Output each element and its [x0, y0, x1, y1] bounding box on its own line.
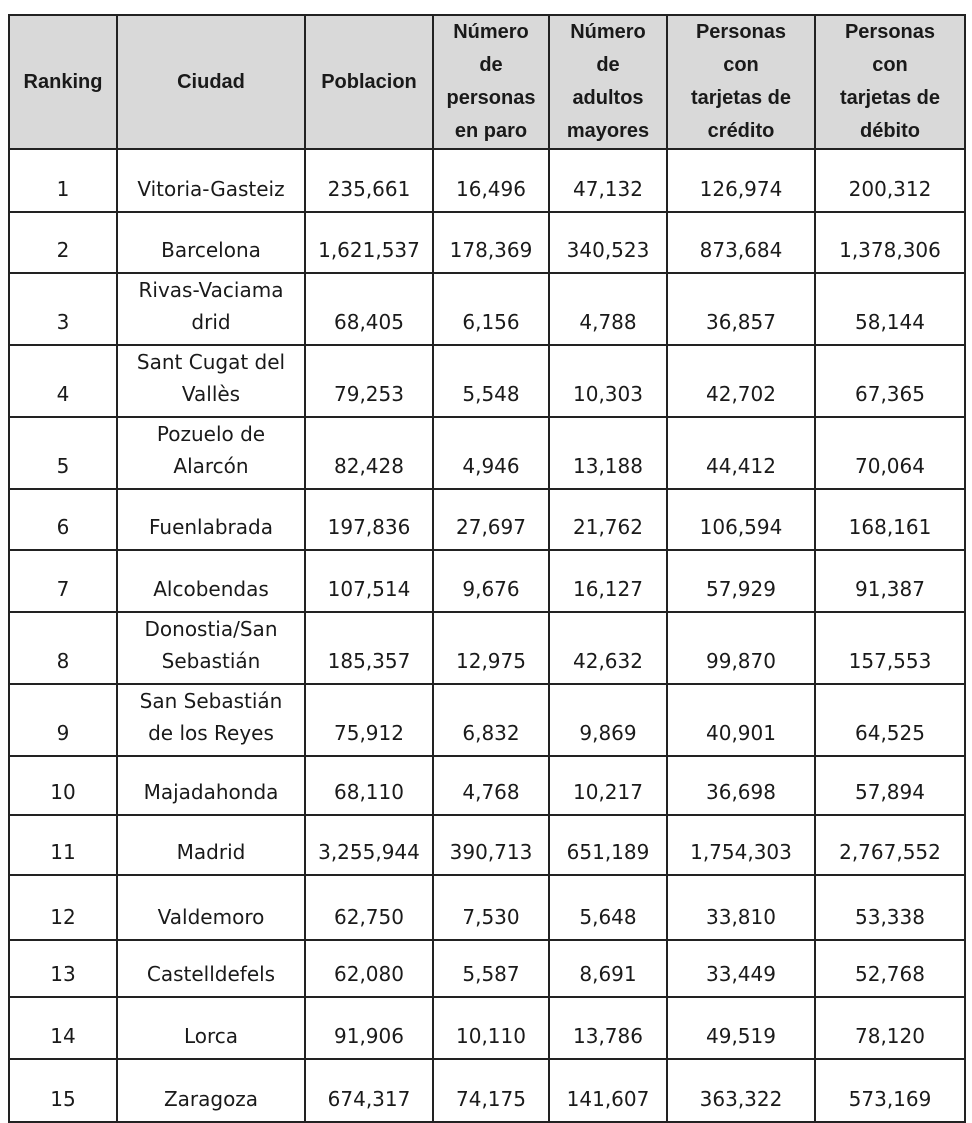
cell-adultos-mayores: 10,217 [549, 756, 667, 815]
cell-ranking: 2 [9, 212, 117, 273]
table-row [9, 997, 965, 1059]
table-row [9, 815, 965, 875]
table-row [9, 550, 965, 612]
city-name-line: Fuenlabrada [148, 515, 273, 539]
cell-ciudad [117, 212, 305, 273]
cell-poblacion: 107,514 [305, 550, 433, 612]
cell-poblacion: 185,357 [305, 612, 433, 684]
header-ranking [9, 15, 117, 149]
cell-tarjetas-debito: 53,338 [815, 875, 965, 940]
table-row [9, 612, 965, 684]
cell-personas-en-paro: 27,697 [433, 489, 549, 550]
cell-ranking: 13 [9, 940, 117, 997]
cell-ranking: 10 [9, 756, 117, 815]
city-name-line: Madrid [176, 840, 246, 864]
cell-adultos-mayores: 9,869 [549, 684, 667, 756]
cell-adultos-mayores: 141,607 [549, 1059, 667, 1122]
city-name-line: Pozuelo de [156, 422, 266, 446]
city-name-line: Sebastián [161, 649, 261, 673]
cell-adultos-mayores: 47,132 [549, 149, 667, 212]
header-poblacion [305, 15, 433, 149]
cell-tarjetas-debito: 2,767,552 [815, 815, 965, 875]
cell-personas-en-paro: 5,548 [433, 345, 549, 417]
city-name-line: Sant Cugat del [136, 350, 286, 374]
cell-ciudad [117, 273, 305, 345]
cell-poblacion: 62,750 [305, 875, 433, 940]
cell-personas-en-paro: 12,975 [433, 612, 549, 684]
cell-ranking: 3 [9, 273, 117, 345]
cell-adultos-mayores: 21,762 [549, 489, 667, 550]
cell-tarjetas-credito: 363,322 [667, 1059, 815, 1122]
cell-ciudad [117, 1059, 305, 1122]
cell-ranking: 5 [9, 417, 117, 489]
cell-adultos-mayores: 13,786 [549, 997, 667, 1059]
city-name-line: Vitoria-Gasteiz [137, 177, 285, 201]
table-row [9, 149, 965, 212]
cell-poblacion: 75,912 [305, 684, 433, 756]
cell-tarjetas-debito: 1,378,306 [815, 212, 965, 273]
header-adultos-mayores [549, 15, 667, 149]
cell-ciudad [117, 815, 305, 875]
table-row [9, 417, 965, 489]
cell-adultos-mayores: 8,691 [549, 940, 667, 997]
cell-tarjetas-debito: 70,064 [815, 417, 965, 489]
cell-poblacion: 68,110 [305, 756, 433, 815]
cell-tarjetas-credito: 40,901 [667, 684, 815, 756]
cell-tarjetas-debito: 168,161 [815, 489, 965, 550]
cell-ranking: 6 [9, 489, 117, 550]
city-name-line: de los Reyes [148, 721, 274, 745]
cell-tarjetas-debito: 67,365 [815, 345, 965, 417]
cell-ranking: 4 [9, 345, 117, 417]
cell-poblacion: 62,080 [305, 940, 433, 997]
cell-ranking: 12 [9, 875, 117, 940]
cell-ranking: 11 [9, 815, 117, 875]
city-name-line: Zaragoza [163, 1087, 259, 1111]
cell-personas-en-paro: 390,713 [433, 815, 549, 875]
header-line: personas [446, 87, 536, 109]
city-name-line: Majadahonda [143, 780, 279, 804]
city-name-line: Castelldefels [146, 962, 276, 986]
cell-ciudad [117, 756, 305, 815]
cell-tarjetas-debito: 52,768 [815, 940, 965, 997]
cell-tarjetas-credito: 106,594 [667, 489, 815, 550]
header-line: de [479, 54, 503, 76]
cell-ranking: 9 [9, 684, 117, 756]
header-line: mayores [566, 120, 650, 142]
cell-tarjetas-credito: 42,702 [667, 345, 815, 417]
cell-personas-en-paro: 178,369 [433, 212, 549, 273]
header-line: Poblacion [321, 70, 417, 93]
header-line: Personas [844, 21, 936, 43]
cell-ranking: 1 [9, 149, 117, 212]
cell-ciudad [117, 417, 305, 489]
header-line: crédito [707, 120, 775, 142]
cell-poblacion: 68,405 [305, 273, 433, 345]
header-line: en paro [454, 120, 528, 142]
cell-ciudad [117, 997, 305, 1059]
cell-tarjetas-credito: 126,974 [667, 149, 815, 212]
table-body [9, 149, 965, 1122]
city-name-line: Rivas-Vaciama [138, 278, 284, 302]
cell-poblacion: 197,836 [305, 489, 433, 550]
cell-tarjetas-credito: 1,754,303 [667, 815, 815, 875]
cell-personas-en-paro: 9,676 [433, 550, 549, 612]
cell-tarjetas-credito: 33,449 [667, 940, 815, 997]
cell-adultos-mayores: 340,523 [549, 212, 667, 273]
cell-ranking: 14 [9, 997, 117, 1059]
cell-personas-en-paro: 4,768 [433, 756, 549, 815]
cell-tarjetas-debito: 573,169 [815, 1059, 965, 1122]
header-line: con [872, 54, 908, 76]
header-tarjetas-debito [815, 15, 965, 149]
cell-tarjetas-credito: 33,810 [667, 875, 815, 940]
header-line: adultos [572, 87, 644, 109]
cell-adultos-mayores: 5,648 [549, 875, 667, 940]
table-row [9, 273, 965, 345]
cell-poblacion: 91,906 [305, 997, 433, 1059]
cell-personas-en-paro: 4,946 [433, 417, 549, 489]
city-name-line: Valdemoro [157, 905, 265, 929]
header-line: Ranking [23, 70, 103, 93]
city-name-line: drid [191, 310, 231, 334]
cell-ciudad [117, 875, 305, 940]
cell-tarjetas-debito: 78,120 [815, 997, 965, 1059]
cell-personas-en-paro: 16,496 [433, 149, 549, 212]
cell-tarjetas-credito: 99,870 [667, 612, 815, 684]
cell-personas-en-paro: 6,832 [433, 684, 549, 756]
cell-ciudad [117, 550, 305, 612]
cell-poblacion: 1,621,537 [305, 212, 433, 273]
table-row [9, 1059, 965, 1122]
cell-adultos-mayores: 16,127 [549, 550, 667, 612]
table-row [9, 345, 965, 417]
cell-ciudad [117, 940, 305, 997]
table-row [9, 684, 965, 756]
cell-personas-en-paro: 7,530 [433, 875, 549, 940]
header-line: Personas [695, 21, 787, 43]
cell-ranking: 15 [9, 1059, 117, 1122]
header-line: con [723, 54, 759, 76]
cell-ciudad [117, 345, 305, 417]
header-line: débito [860, 120, 920, 142]
table-row [9, 489, 965, 550]
header-line: Ciudad [177, 70, 245, 93]
cell-ranking: 7 [9, 550, 117, 612]
header-line: Número [453, 21, 529, 43]
cell-adultos-mayores: 4,788 [549, 273, 667, 345]
ranking-table [8, 14, 966, 1123]
cell-adultos-mayores: 13,188 [549, 417, 667, 489]
header-line: tarjetas de [839, 87, 941, 109]
cell-tarjetas-debito: 157,553 [815, 612, 965, 684]
cell-adultos-mayores: 10,303 [549, 345, 667, 417]
cell-tarjetas-credito: 49,519 [667, 997, 815, 1059]
table-row [9, 940, 965, 997]
header-personas-en-paro [433, 15, 549, 149]
cell-personas-en-paro: 10,110 [433, 997, 549, 1059]
table-row [9, 212, 965, 273]
cell-personas-en-paro: 6,156 [433, 273, 549, 345]
cell-poblacion: 3,255,944 [305, 815, 433, 875]
city-name-line: Vallès [181, 382, 241, 406]
table-header-row [9, 15, 965, 149]
cell-tarjetas-debito: 91,387 [815, 550, 965, 612]
cell-poblacion: 674,317 [305, 1059, 433, 1122]
header-tarjetas-credito [667, 15, 815, 149]
cell-tarjetas-credito: 873,684 [667, 212, 815, 273]
cell-ciudad [117, 489, 305, 550]
cell-tarjetas-credito: 36,698 [667, 756, 815, 815]
header-ciudad [117, 15, 305, 149]
table-row [9, 875, 965, 940]
cell-personas-en-paro: 74,175 [433, 1059, 549, 1122]
header-line: Número [570, 21, 646, 43]
cell-poblacion: 82,428 [305, 417, 433, 489]
city-name-line: Barcelona [161, 238, 261, 262]
cell-tarjetas-debito: 58,144 [815, 273, 965, 345]
cell-ciudad [117, 149, 305, 212]
header-line: de [596, 54, 620, 76]
cell-adultos-mayores: 42,632 [549, 612, 667, 684]
cell-poblacion: 235,661 [305, 149, 433, 212]
city-name-line: San Sebastián [139, 689, 283, 713]
city-name-line: Donostia/San [144, 617, 278, 641]
cell-ciudad [117, 612, 305, 684]
city-name-line: Alcobendas [153, 577, 269, 601]
cell-tarjetas-credito: 36,857 [667, 273, 815, 345]
cell-ciudad [117, 684, 305, 756]
cell-personas-en-paro: 5,587 [433, 940, 549, 997]
cell-tarjetas-credito: 44,412 [667, 417, 815, 489]
table-row [9, 756, 965, 815]
cell-adultos-mayores: 651,189 [549, 815, 667, 875]
header-line: tarjetas de [690, 87, 792, 109]
cell-tarjetas-credito: 57,929 [667, 550, 815, 612]
cell-tarjetas-debito: 200,312 [815, 149, 965, 212]
city-name-line: Alarcón [173, 454, 249, 478]
cell-poblacion: 79,253 [305, 345, 433, 417]
cell-ranking: 8 [9, 612, 117, 684]
cell-tarjetas-debito: 64,525 [815, 684, 965, 756]
city-name-line: Lorca [183, 1024, 239, 1048]
cell-tarjetas-debito: 57,894 [815, 756, 965, 815]
